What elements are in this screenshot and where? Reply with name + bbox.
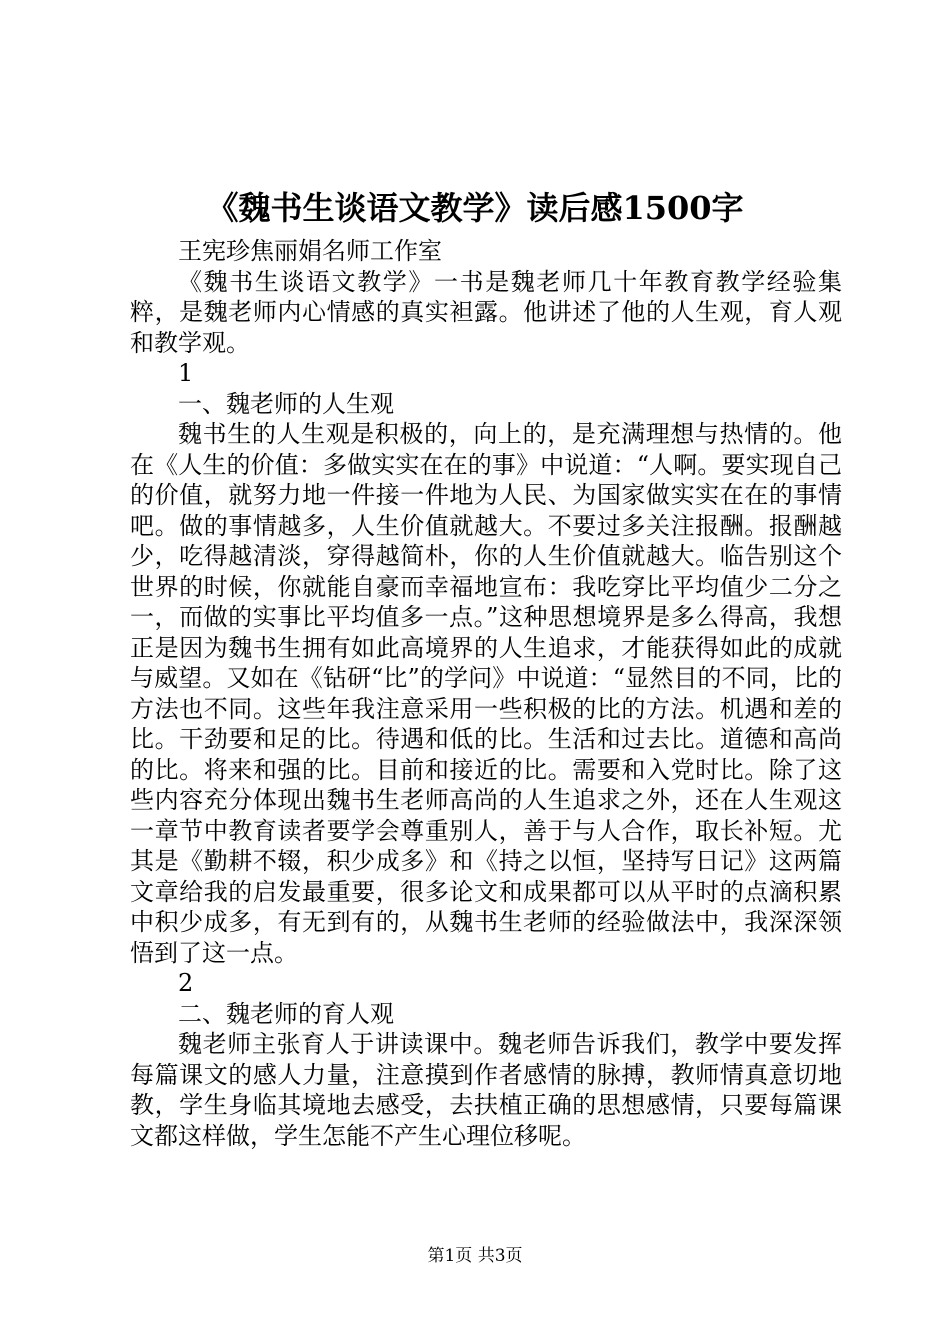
document-title: 《魏书生谈语文教学》读后感1500字 — [206, 189, 744, 227]
paragraph-intro: 《魏书生谈语文教学》一书是魏老师几十年教育教学经验集粹，是魏老师内心情感的真实袒露。他讲述了他的人生观，育人观和教学观。 — [130, 267, 842, 357]
section-heading: 二、魏老师的育人观 — [178, 999, 394, 1028]
document-body — [130, 236, 842, 1151]
section-heading: 一、魏老师的人生观 — [178, 389, 394, 418]
section-number: 2 — [178, 969, 194, 997]
author-line: 王宪珍焦丽娟名师工作室 — [178, 237, 442, 265]
paragraph-body: 魏老师主张育人于讲读课中。魏老师告诉我们，教学中要发挥每篇课文的感人力量，注意摸到作者感情的脉搏，教师情真意切地教，学生身临其境地去感受，去扶植正确的思想感情，只要每篇课文都这样做，学生怎能不产生心理位移呢。 — [130, 1030, 842, 1150]
paragraph-body: 魏书生的人生观是积极的，向上的，是充满理想与热情的。他在《人生的价值：多做实实在在的事》中说道：“人啊。要实现自己的价值，就努力地一件接一件地为人民、为国家做实实在在的事情吧。做的事情越多，人生价值就越大。不要过多关注报酬。报酬越少，吃得越清淡，穿得越简朴，你的人生价值就越大。临告别这个世界的时候，你就能自豪而幸福地宣布：我吃穿比平均值少二分之一，而做的实事比平均值多一点。”这种思想境界是多么得高，我想正是因为魏书生拥有如此高境界的人生追求，才能获得如此的成就与威望。又如在《钻研“比”的学问》中说道：“显然目的不同，比的方法也不同。这些年我注意采用一些积极的比的方法。机遇和差的比。干劲要和足的比。待遇和低的比。生活和过去比。道德和高尚的比。将来和强的比。目前和接近的比。需要和入党时比。除了这些内容充分体现出魏书生老师高尚的人生追求之外，还在人生观这一章节中教育读者要学会尊重别人，善于与人合作，取长补短。尤其是《勤耕不辍，积少成多》和《持之以恒，坚持写日记》这两篇文章给我的启发最重要，很多论文和成果都可以从平时的点滴积累中积少成多，有无到有的，从魏书生老师的经验做法中，我深深领悟到了这一点。 — [130, 420, 842, 967]
section-number: 1 — [178, 359, 194, 387]
page-footer: 第1页 共3页 — [427, 1246, 523, 1266]
